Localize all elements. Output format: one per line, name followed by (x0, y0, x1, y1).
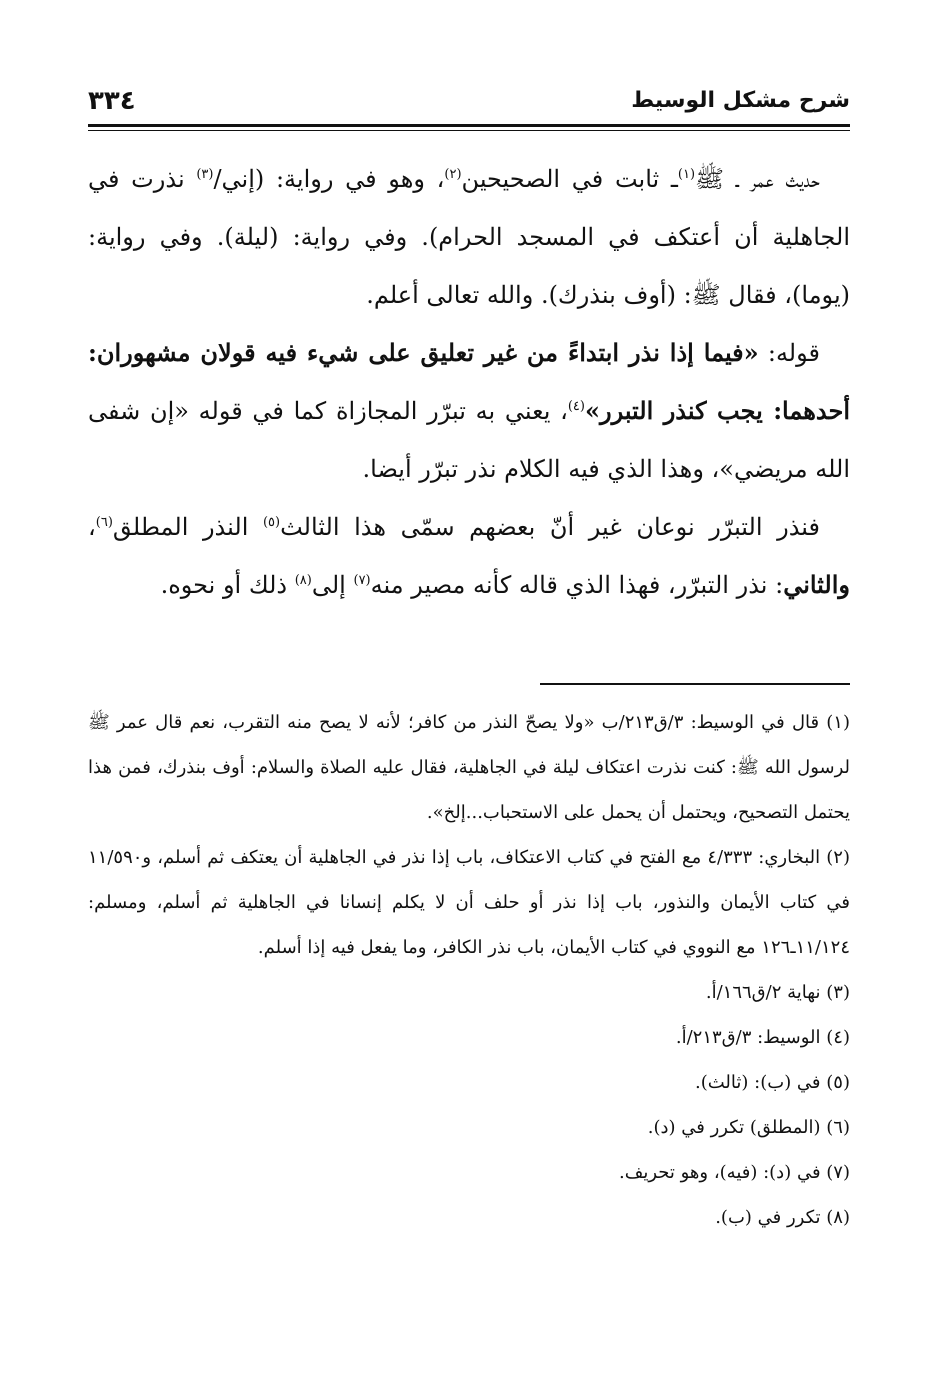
p3-part3: ، (88, 513, 96, 541)
footnote-ref-5: (٥) (262, 515, 281, 530)
footnote-2: (٢) البخاري: ٤/٣٣٣ مع الفتح في كتاب الاعتكاف، باب إذا نذر في الجاهلية أن يعتكف ثم أسلم، و١١/٥٩٠ في كتاب الأيمان والنذور، باب إذا نذر أو حلف أن لا يكلم إنسانا في الجاهلية ثم أسلم، ومسلم: ١١/١٢٤ـ١٢٦ مع النووي في كتاب الأيمان، باب نذر الكافر، وما يفعل فيه إذا أسلم. (88, 847, 850, 958)
p2-prefix: قوله: (758, 339, 820, 367)
p3-part1: فنذر التبرّر نوعان غير أنّ بعضهم سمّى هذا الثالث (280, 513, 821, 541)
p3-part2: النذر المطلق (112, 513, 263, 541)
paragraph-3 (88, 498, 850, 614)
header-rule-thick (88, 124, 850, 127)
footnote-5: (٥) في (ب): (ثالث). (695, 1072, 850, 1093)
footnote-6: (٦) (المطلق) تكرر في (د). (647, 1117, 850, 1138)
footnote-8: (٨) تكرر في (ب). (715, 1207, 850, 1228)
footnote-separator (540, 683, 850, 685)
footnote-ref-7: (٧) (353, 573, 371, 588)
main-text (88, 150, 850, 614)
paragraph-2 (88, 324, 850, 498)
p1-part2: ـ ثابت في الصحيحين (461, 165, 678, 193)
header-rule-thin (88, 130, 850, 131)
p3-part5: إلى (311, 571, 354, 599)
footnote-ref-3: (٣) (196, 167, 214, 182)
page-number: ٣٣٤ (88, 86, 136, 116)
footnote-ref-6: (٦) (95, 515, 113, 530)
running-title: شرح مشكل الوسيط (631, 88, 850, 113)
p3-bold-second: والثاني (783, 570, 850, 599)
p3-part4: : نذر التبرّر، فهذا الذي قاله كأنه مصير منه (370, 571, 784, 599)
p1-part3: ، وهو في رواية: (إني/ (213, 165, 445, 193)
footnote-3: (٣) نهاية ٢/ق١٦٦/أ. (705, 982, 850, 1003)
footnote-ref-8: (٨) (294, 573, 312, 588)
p2-quoted-text: «فيما إذا نذر ابتداءً من غير تعليق على شيء فيه قولان مشهوران: أحدهما: يجب كنذر التبرر» (88, 338, 850, 425)
footnote-7: (٧) في (د): (فيه)، وهو تحريف. (618, 1162, 850, 1183)
footnote-1: (١) قال في الوسيط: ٣/ق٢١٣/ب «ولا يصحّ النذر من كافر؛ لأنه لا يصح منه التقرب، نعم قال عمر ﷺ لرسول الله ﷺ: كنت نذرت اعتكاف ليلة في الجاهلية، فقال عليه الصلاة والسلام: أوف بنذرك، فمن هذا يحتمل التصحيح، ويحتمل أن يحمل على الاستحباب...إلخ». (88, 712, 850, 823)
footnote-4: (٤) الوسيط: ٣/ق٢١٣/أ. (675, 1027, 850, 1048)
footnote-ref-4: (٤) (567, 399, 585, 414)
footnote-ref-1: (١) (677, 167, 696, 182)
p1-part4: نذرت في الجاهلية أن أعتكف في المسجد الحرام). وفي رواية: (ليلة). وفي رواية: (يوما)، فقال ﷺ: (أوف بنذرك). والله تعالى أعلم. (88, 165, 850, 309)
paragraph-1 (88, 150, 850, 324)
p1-part1: حديث عمر ـ ﷺ (695, 165, 820, 193)
p2-rest: ، يعني به تبرّر المجازاة كما في قوله «إن شفى الله مريضي»، وهذا الذي فيه الكلام نذر تبرّر أيضا. (88, 397, 850, 483)
page-header (88, 86, 850, 126)
footnote-ref-2: (٢) (444, 167, 462, 182)
p3-part6: ذلك أو نحوه. (160, 571, 295, 599)
footnotes (88, 700, 850, 1240)
